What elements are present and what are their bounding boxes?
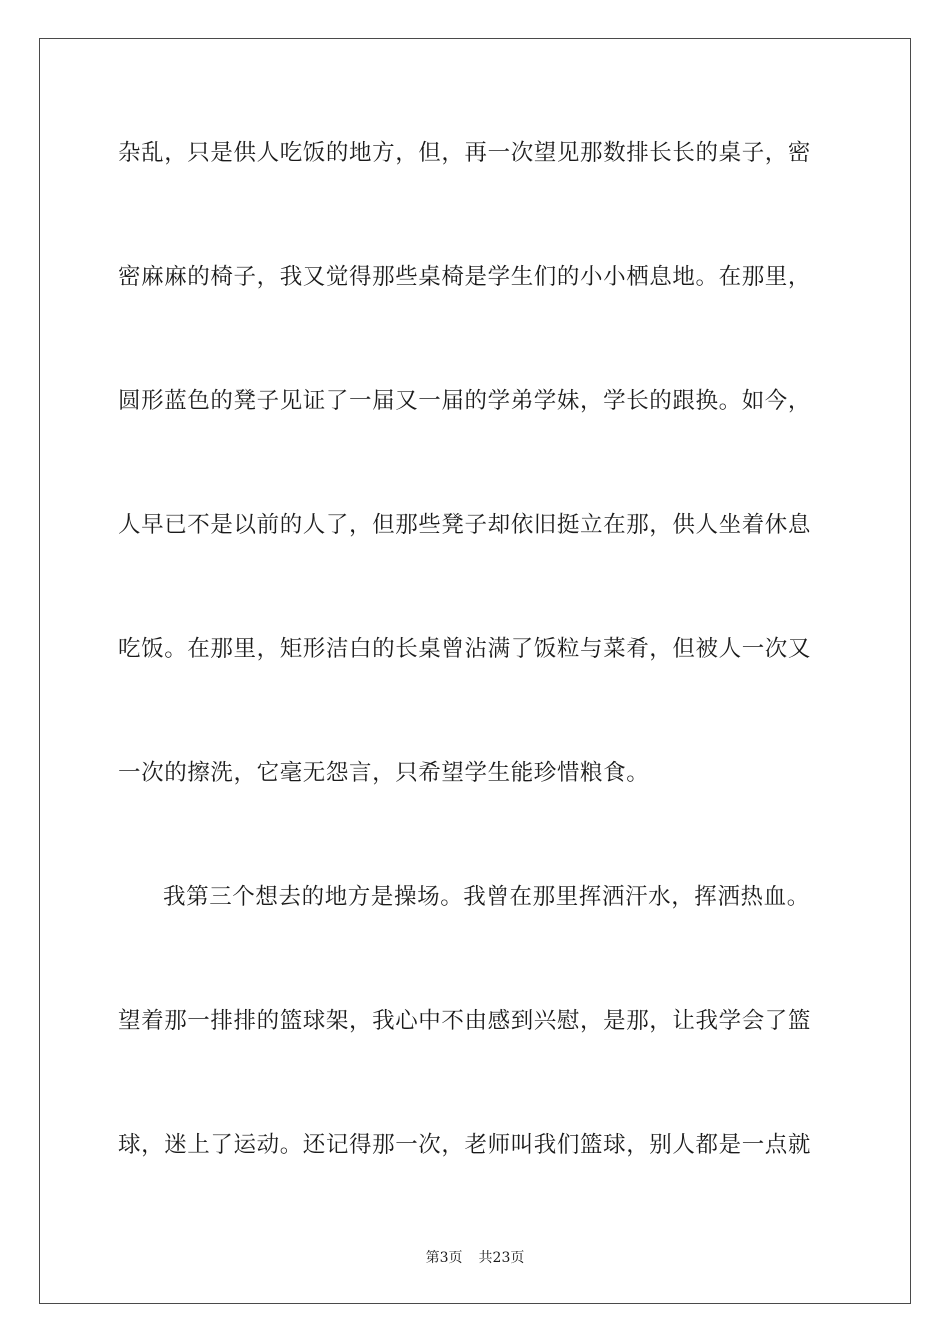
page-total: 共23页 xyxy=(478,1250,525,1266)
text-line-1: 杂乱，只是供人吃饭的地方，但，再一次望见那数排长长的桌子，密 xyxy=(118,140,812,166)
text-line-2: 密麻麻的椅子，我又觉得那些桌椅是学生们的小小栖息地。在那里， xyxy=(118,264,812,290)
text-line-9: 球，迷上了运动。还记得那一次，老师叫我们篮球，别人都是一点就 xyxy=(118,1132,812,1158)
text-line-5: 吃饭。在那里，矩形洁白的长桌曾沾满了饭粒与菜肴，但被人一次又 xyxy=(118,636,812,662)
text-line-8: 望着那一排排的篮球架，我心中不由感到兴慰，是那，让我学会了篮 xyxy=(118,1008,812,1034)
text-line-3: 圆形蓝色的凳子见证了一届又一届的学弟学妹，学长的跟换。如今， xyxy=(118,388,812,414)
text-line-7-paragraph-start: 我第三个想去的地方是操场。我曾在那里挥洒汗水，挥洒热血。 xyxy=(163,884,810,910)
page-border xyxy=(39,38,911,1304)
text-line-6: 一次的擦洗，它毫无怨言，只希望学生能珍惜粮食。 xyxy=(118,760,650,786)
page-number: 第3页 xyxy=(425,1250,463,1266)
page-footer xyxy=(0,1249,950,1267)
text-line-4: 人早已不是以前的人了，但那些凳子却依旧挺立在那，供人坐着休息 xyxy=(118,512,812,538)
